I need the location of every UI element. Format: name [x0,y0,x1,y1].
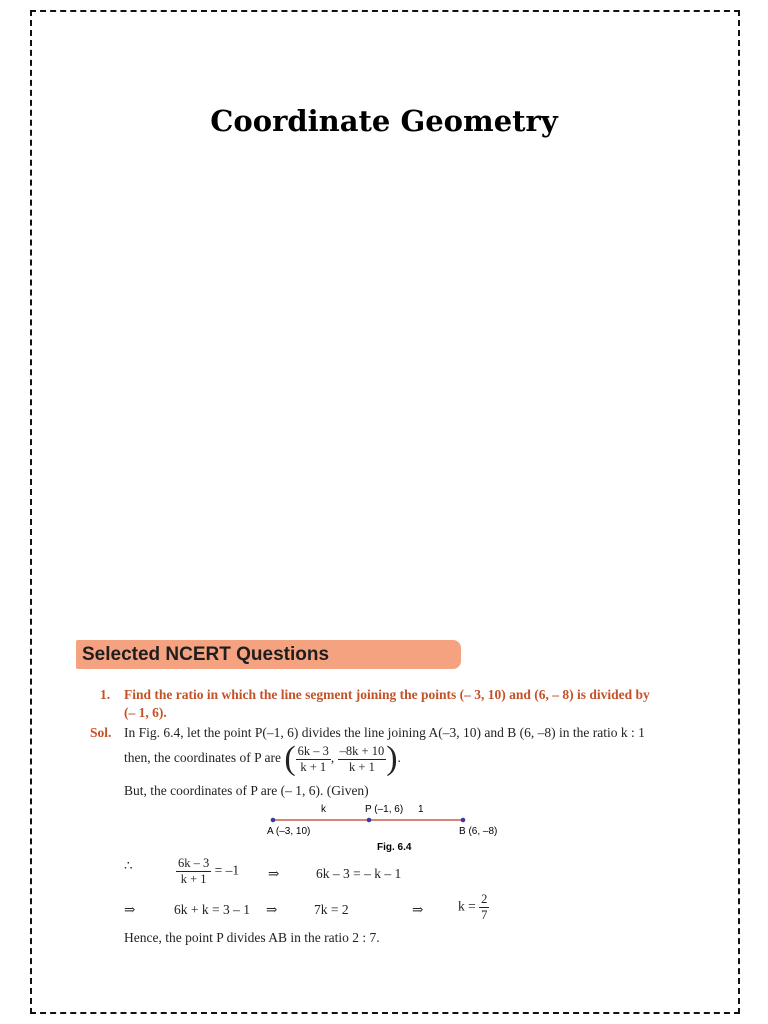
step2-implies-arrow-2: ⇒ [266,902,278,917]
question-text-line1: Find the ratio in which the line segment joining the points (– 3, 10) and (6, – 8) is divided by [124,687,650,702]
solution-line1: In Fig. 6.4, let the point P(–1, 6) divides the line joining A(–3, 10) and B (6, –8) in the ratio k : 1 [124,725,645,740]
step2-k-value [458,892,489,923]
fraction-denominator: k + 1 [300,759,327,774]
label-ratio-1: 1 [418,804,424,815]
figure-caption: Fig. 6.4 [377,842,412,853]
step1-implies-arrow: ⇒ [268,866,280,881]
x-coordinate-fraction [296,744,331,775]
fraction-numerator: –8k + 10 [339,743,385,758]
point-b [461,818,466,823]
right-paren: ) [386,740,398,777]
label-b: B (6, –8) [459,826,498,837]
step1-result: 6k – 3 = – k – 1 [316,866,402,881]
fraction-numerator: 6k – 3 [297,743,329,758]
page-border [30,10,740,1014]
line-segment-figure [265,800,525,860]
solution-line3: But, the coordinates of P are (– 1, 6). (Given) [124,783,369,798]
question-text-line2: (– 1, 6). [124,705,167,720]
point-a [271,818,276,823]
point-p [367,818,372,823]
label-p: P (–1, 6) [365,804,404,815]
page-title: Coordinate Geometry [210,104,558,138]
question-number: 1. [100,687,111,702]
fraction-denominator: k + 1 [349,759,375,774]
k-fraction [479,892,489,923]
left-paren: ( [284,740,296,777]
step1-fraction [176,856,211,887]
step1-equation [176,856,239,887]
fraction-numerator: 2 [481,892,488,906]
step1-equals: = –1 [214,862,240,878]
step2-implies-arrow-3: ⇒ [412,902,424,917]
step2-expression: 6k + k = 3 – 1 [174,902,250,917]
solution-line2-prefix: then, the coordinates of P are [124,750,281,766]
step1-row [124,858,133,874]
conclusion: Hence, the point P divides AB in the ratio 2 : 7. [124,930,380,945]
fraction-numerator: 6k – 3 [178,856,210,870]
solution-line2: then, the coordinates of P are ( $\frac{6k - 3}{k + 1}$ , $\frac{-8k + 10}{k + 1}$ ). [124,740,401,777]
step2-result: 7k = 2 [314,902,349,917]
y-coordinate-fraction [338,744,387,775]
section-banner: Selected NCERT Questions [76,640,461,669]
label-k: k [321,804,326,815]
label-a: A (–3, 10) [267,826,311,837]
therefore-symbol: ∴ [124,858,133,873]
step2-implies-arrow-1: ⇒ [124,902,136,917]
solution-label: Sol. [90,725,112,740]
fraction-denominator: k + 1 [180,872,207,886]
fraction-denominator: 7 [481,908,488,922]
k-equals: k = [458,898,476,914]
